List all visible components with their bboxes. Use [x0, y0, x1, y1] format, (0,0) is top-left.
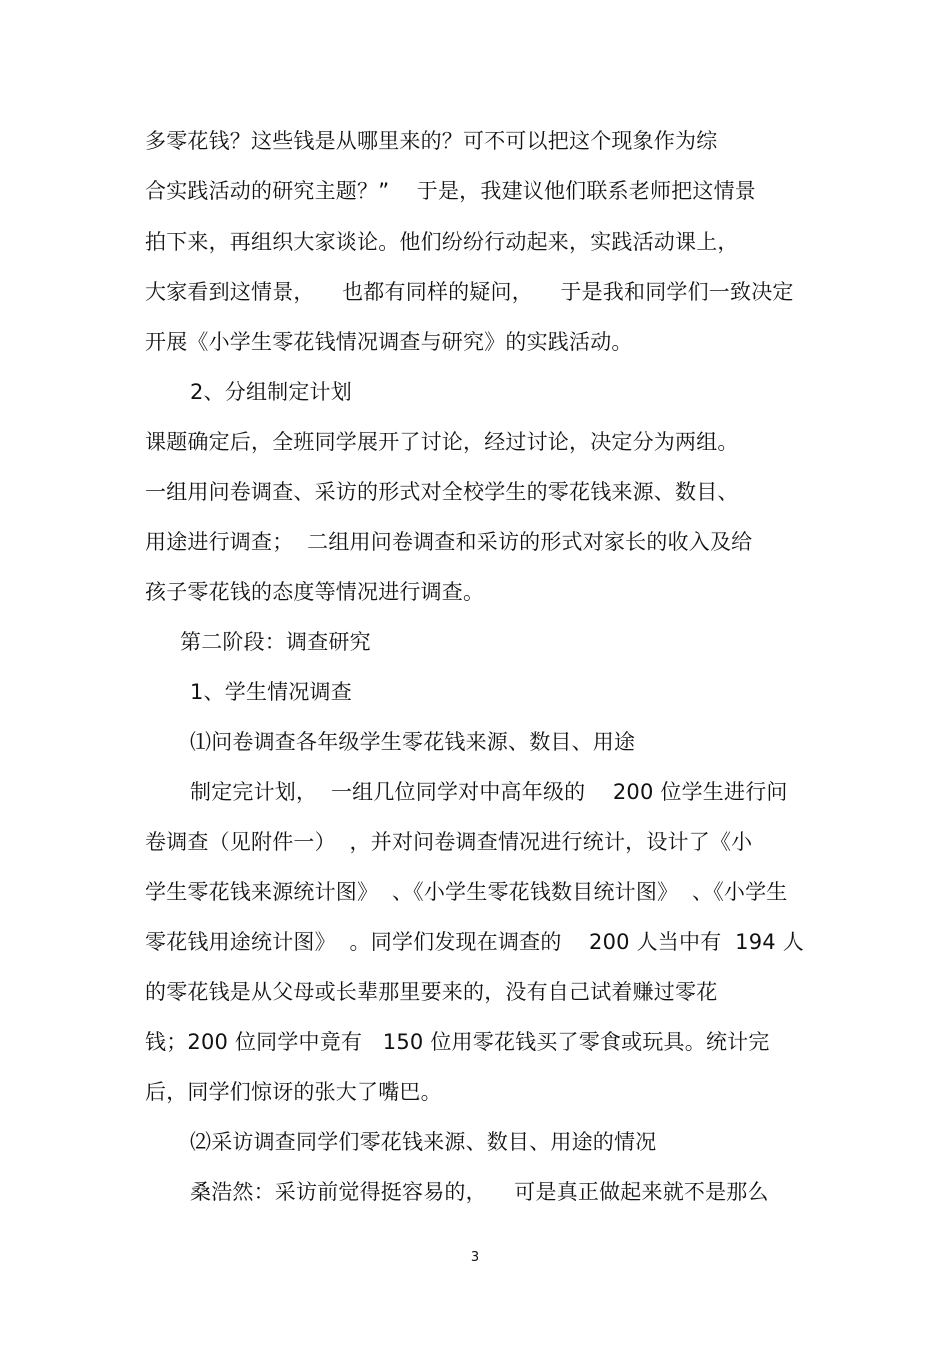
body-text-line: 制定完计划， 一组几位同学对中高年级的 200 位学生进行问	[190, 780, 788, 804]
body-text-line: 卷调查（见附件一） ，并对问卷调查情况进行统计，设计了《小	[145, 830, 753, 854]
body-text-line: 合实践活动的研究主题？” 于是，我建议他们联系老师把这情景	[145, 179, 756, 203]
section-heading: 1、学生情况调查	[190, 680, 352, 704]
body-text-line: 的零花钱是从父母或长辈那里要来的，没有自己试着赚过零花	[145, 980, 718, 1004]
section-heading: 2、分组制定计划	[190, 380, 352, 404]
body-text-line: 课题确定后，全班同学展开了讨论，经过讨论，决定分为两组。	[145, 430, 739, 454]
body-text-line: 多零花钱？这些钱是从哪里来的？可不可以把这个现象作为综	[145, 129, 718, 153]
body-text-line: 零花钱用途统计图》 。同学们发现在调查的 200 人当中有 194 人	[145, 930, 804, 954]
page-number: 3	[470, 1250, 480, 1265]
body-text-line: 大家看到这情景， 也都有同样的疑问， 于是我和同学们一致决定	[145, 280, 794, 304]
body-text-line: 钱；200 位同学中竟有 150 位用零花钱买了零食或玩具。统计完	[145, 1030, 770, 1054]
subsection-heading: ⑵采访调查同学们零花钱来源、数目、用途的情况	[190, 1130, 657, 1154]
body-text-line: 用途进行调查； 二组用问卷调查和采访的形式对家长的收入及给	[145, 530, 753, 554]
body-text-line: 孩子零花钱的态度等情况进行调查。	[145, 580, 485, 604]
subsection-heading: ⑴问卷调查各年级学生零花钱来源、数目、用途	[190, 730, 636, 754]
body-text-line: 开展《小学生零花钱情况调查与研究》的实践活动。	[145, 330, 633, 354]
body-text-line: 桑浩然：采访前觉得挺容易的， 可是真正做起来就不是那么	[190, 1180, 769, 1204]
stage-heading: 第二阶段：调查研究	[180, 630, 371, 654]
body-text-line: 学生零花钱来源统计图》 、《小学生零花钱数目统计图》 、《小学生	[145, 880, 788, 904]
body-text-line: 拍下来，再组织大家谈论。他们纷纷行动起来，实践活动课上，	[145, 230, 739, 254]
body-text-line: 一组用问卷调查、采访的形式对全校学生的零花钱来源、数目、	[145, 480, 739, 504]
body-text-line: 后，同学们惊讶的张大了嘴巴。	[145, 1080, 442, 1104]
